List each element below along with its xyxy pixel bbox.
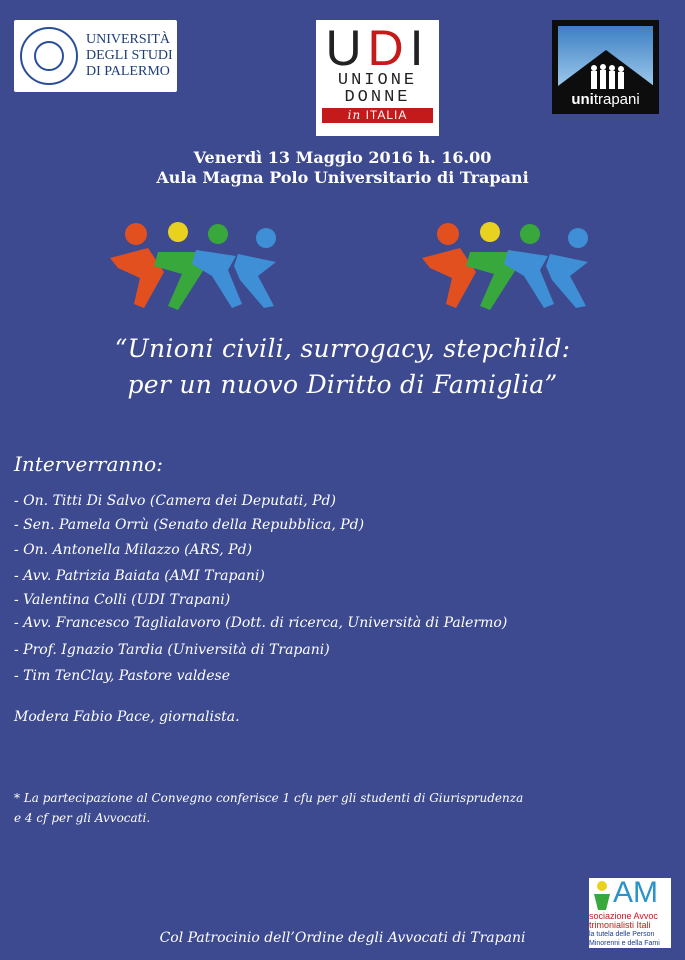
unipa-logo-text: UNIVERSITÀ DEGLI STUDI DI PALERMO [86, 32, 173, 79]
ami-figure-icon [591, 880, 613, 910]
moderator: Modera Fabio Pace, giornalista. [14, 709, 240, 725]
speaker-item: - Valentina Colli (UDI Trapani) [14, 592, 231, 608]
udi-logo-line1: UNIONE [337, 71, 418, 90]
event-title-line2: per un nuovo Diritto di Famiglia” [127, 370, 558, 399]
event-title-line1: “Unioni civili, surrogacy, stepchild: [114, 334, 571, 363]
speaker-item: - On. Titti Di Salvo (Camera dei Deputati, Pd) [14, 493, 336, 509]
speakers-heading: Interverranno: [14, 452, 163, 476]
unitrapani-logo-text: unitrapani [571, 91, 640, 108]
speaker-item: - Tim TenClay, Pastore valdese [14, 668, 231, 684]
speaker-item: - Prof. Ignazio Tardia (Università di Trapani) [14, 642, 330, 658]
ami-logo-mark: AM [613, 878, 658, 909]
people-silhouette-icon [588, 64, 628, 90]
credit-note-line2: e 4 cf per gli Avvocati. [14, 811, 151, 825]
speaker-item: - On. Antonella Milazzo (ARS, Pd) [14, 542, 253, 558]
udi-logo [316, 20, 439, 136]
speaker-item: - Avv. Patrizia Baiata (AMI Trapani) [14, 568, 265, 584]
speaker-item: - Sen. Pamela Orrù (Senato della Repubblica, Pd) [14, 517, 365, 533]
people-figures-icon [108, 222, 278, 310]
udi-logo-bar: in ITALIA [322, 108, 433, 123]
event-date: Venerdì 13 Maggio 2016 h. 16.00 [193, 148, 492, 167]
udi-logo-line2: DONNE [344, 88, 411, 107]
people-figures-icon [420, 222, 590, 310]
unipa-logo [14, 20, 177, 92]
ami-logo-text: sociazione Avvoc trimonialisti Itali la tutela delle Person Minorenni e della Fami [589, 911, 660, 947]
credit-note-line1: * La partecipazione al Convegno conferisce 1 cfu per gli studenti di Giurisprudenza [14, 791, 524, 805]
footer-patronage: Col Patrocinio dell’Ordine degli Avvocati di Trapani [159, 930, 526, 946]
unitrapani-logo [552, 20, 659, 114]
speaker-item: - Avv. Francesco Taglialavoro (Dott. di ricerca, Università di Palermo) [14, 615, 508, 631]
event-venue: Aula Magna Polo Universitario di Trapani [156, 168, 529, 187]
university-seal-icon [20, 27, 78, 85]
udi-logo-letters: UDI [325, 20, 430, 76]
